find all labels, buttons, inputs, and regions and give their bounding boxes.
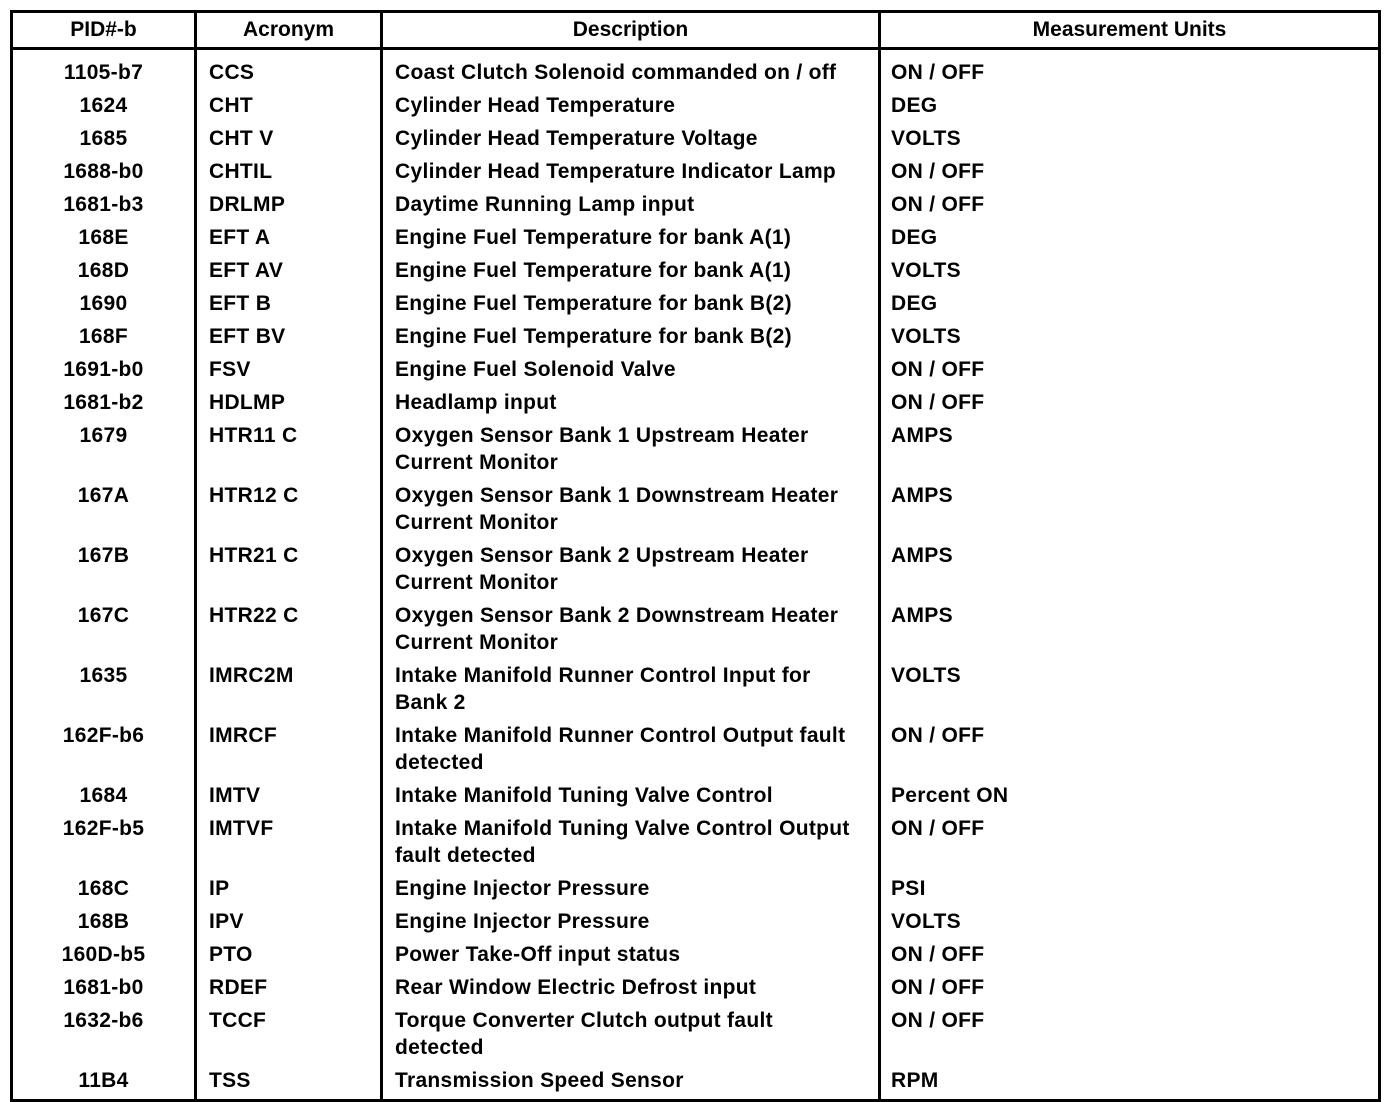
pid-cell-text: 1688-b0 (63, 160, 144, 183)
measurement-units-cell (880, 659, 1380, 719)
description-cell-text: Cylinder Head Temperature (395, 94, 676, 117)
description-cell-text: Rear Window Electric Defrost input (395, 976, 757, 999)
description-cell (382, 320, 880, 353)
description-cell-text: Cylinder Head Temperature Voltage (395, 127, 758, 150)
measurement-units-cell (880, 938, 1380, 971)
description-cell (382, 872, 880, 905)
measurement-units-cell-text: VOLTS (891, 325, 961, 348)
pid-cell-text: 167B (77, 544, 130, 567)
measurement-units-cell (880, 719, 1380, 779)
acronym-cell (196, 812, 382, 872)
table-header-row (12, 12, 1380, 49)
measurement-units-cell-text: DEG (891, 292, 938, 315)
description-cell (382, 479, 880, 539)
acronym-cell-text: DRLMP (209, 193, 286, 216)
acronym-cell (196, 49, 382, 90)
pid-cell-text: 168F (78, 325, 129, 348)
description-cell-text: Cylinder Head Temperature Indicator Lamp (395, 160, 837, 183)
measurement-units-cell (880, 188, 1380, 221)
acronym-cell-text: HTR21 C (209, 544, 299, 567)
measurement-units-cell (880, 419, 1380, 479)
table-row (12, 1064, 1380, 1101)
pid-cell-text: 168C (77, 877, 130, 900)
table-row (12, 188, 1380, 221)
table-row (12, 221, 1380, 254)
pid-cell (12, 812, 196, 872)
acronym-cell (196, 221, 382, 254)
measurement-units-cell-text: RPM (891, 1069, 939, 1092)
acronym-cell (196, 188, 382, 221)
pid-reference-table-container (10, 10, 1378, 1102)
description-cell-text: Transmission Speed Sensor (395, 1069, 684, 1092)
measurement-units-cell (880, 779, 1380, 812)
pid-cell-text: 168E (78, 226, 129, 249)
pid-cell-text: 1690 (79, 292, 128, 315)
measurement-units-cell-text: AMPS (891, 544, 953, 567)
acronym-cell-text: HTR12 C (209, 484, 299, 507)
acronym-cell (196, 938, 382, 971)
measurement-units-cell (880, 320, 1380, 353)
acronym-cell (196, 320, 382, 353)
description-cell-text: Torque Converter Clutch output fault detected (395, 1009, 773, 1059)
acronym-cell (196, 419, 382, 479)
acronym-cell-text: IMTV (209, 784, 261, 807)
measurement-units-cell (880, 812, 1380, 872)
description-cell (382, 221, 880, 254)
acronym-cell-text: EFT AV (209, 259, 284, 282)
pid-cell-text: 1105-b7 (63, 61, 144, 84)
pid-cell (12, 122, 196, 155)
description-cell-text: Engine Fuel Temperature for bank A(1) (395, 259, 792, 282)
pid-cell (12, 779, 196, 812)
pid-cell (12, 89, 196, 122)
table-row (12, 353, 1380, 386)
measurement-units-cell-text: ON / OFF (891, 391, 985, 414)
description-cell-text: Engine Injector Pressure (395, 910, 650, 933)
description-cell-text: Intake Manifold Runner Control Output fault detected (395, 724, 846, 774)
measurement-units-cell-text: ON / OFF (891, 160, 985, 183)
description-cell-text: Engine Fuel Solenoid Valve (395, 358, 676, 381)
pid-cell-text: 1685 (79, 127, 128, 150)
measurement-units-cell-text: VOLTS (891, 910, 961, 933)
measurement-units-cell (880, 971, 1380, 1004)
measurement-units-cell-text: VOLTS (891, 127, 961, 150)
description-cell (382, 1064, 880, 1101)
measurement-units-cell (880, 287, 1380, 320)
pid-cell-text: 168B (77, 910, 130, 933)
measurement-units-cell-text: DEG (891, 226, 938, 249)
measurement-units-cell-text: ON / OFF (891, 358, 985, 381)
pid-cell (12, 49, 196, 90)
acronym-cell (196, 254, 382, 287)
description-cell-text: Engine Fuel Temperature for bank B(2) (395, 292, 792, 315)
header-pid: PID#-b (12, 12, 196, 49)
table-row (12, 719, 1380, 779)
table-row (12, 938, 1380, 971)
description-cell (382, 539, 880, 599)
description-cell-text: Intake Manifold Tuning Valve Control Output fault detected (395, 817, 850, 867)
pid-cell (12, 419, 196, 479)
description-cell (382, 353, 880, 386)
acronym-cell-text: CHTIL (209, 160, 273, 183)
description-cell (382, 719, 880, 779)
acronym-cell-text: TSS (209, 1069, 251, 1092)
measurement-units-cell-text: AMPS (891, 484, 953, 507)
pid-cell (12, 938, 196, 971)
description-cell (382, 254, 880, 287)
description-cell (382, 155, 880, 188)
measurement-units-cell (880, 539, 1380, 599)
description-cell (382, 89, 880, 122)
pid-cell (12, 479, 196, 539)
acronym-cell-text: HTR11 C (209, 424, 298, 447)
table-row (12, 287, 1380, 320)
pid-cell (12, 155, 196, 188)
pid-cell-text: 1691-b0 (63, 358, 144, 381)
pid-cell-text: 11B4 (78, 1069, 129, 1092)
table-row (12, 539, 1380, 599)
description-cell-text: Oxygen Sensor Bank 1 Upstream Heater Current Monitor (395, 424, 809, 474)
description-cell (382, 1004, 880, 1064)
measurement-units-cell (880, 353, 1380, 386)
measurement-units-cell-text: ON / OFF (891, 1009, 985, 1032)
measurement-units-cell-text: AMPS (891, 604, 953, 627)
description-cell (382, 812, 880, 872)
pid-cell (12, 320, 196, 353)
acronym-cell (196, 971, 382, 1004)
description-cell (382, 122, 880, 155)
measurement-units-cell-text: ON / OFF (891, 817, 985, 840)
description-cell-text: Oxygen Sensor Bank 2 Upstream Heater Current Monitor (395, 544, 809, 594)
pid-cell-text: 1632-b6 (63, 1009, 144, 1032)
pid-cell (12, 353, 196, 386)
acronym-cell (196, 479, 382, 539)
acronym-cell (196, 779, 382, 812)
header-measurement-units: Measurement Units (880, 12, 1380, 49)
table-row (12, 155, 1380, 188)
acronym-cell (196, 122, 382, 155)
pid-cell (12, 1064, 196, 1101)
pid-cell-text: 1679 (79, 424, 128, 447)
pid-cell-text: 1681-b3 (63, 193, 144, 216)
acronym-cell-text: CHT V (209, 127, 274, 150)
acronym-cell (196, 599, 382, 659)
acronym-cell-text: EFT BV (209, 325, 286, 348)
description-cell (382, 905, 880, 938)
description-cell (382, 779, 880, 812)
acronym-cell-text: EFT B (209, 292, 272, 315)
pid-cell-text: 1684 (79, 784, 128, 807)
table-row (12, 905, 1380, 938)
pid-cell (12, 386, 196, 419)
description-cell (382, 599, 880, 659)
pid-cell (12, 971, 196, 1004)
acronym-cell-text: TCCF (209, 1009, 267, 1032)
table-row (12, 872, 1380, 905)
measurement-units-cell (880, 872, 1380, 905)
header-description: Description (382, 12, 880, 49)
measurement-units-cell (880, 155, 1380, 188)
measurement-units-cell (880, 221, 1380, 254)
table-row (12, 971, 1380, 1004)
measurement-units-cell-text: ON / OFF (891, 724, 985, 747)
description-cell (382, 938, 880, 971)
description-cell (382, 386, 880, 419)
description-cell-text: Headlamp input (395, 391, 557, 414)
table-row (12, 659, 1380, 719)
measurement-units-cell (880, 386, 1380, 419)
pid-cell-text: 1635 (79, 664, 128, 687)
header-acronym: Acronym (196, 12, 382, 49)
measurement-units-cell (880, 254, 1380, 287)
pid-cell-text: 167C (77, 604, 130, 627)
pid-cell (12, 539, 196, 599)
acronym-cell-text: RDEF (209, 976, 268, 999)
acronym-cell-text: EFT A (209, 226, 271, 249)
measurement-units-cell (880, 89, 1380, 122)
acronym-cell-text: HDLMP (209, 391, 286, 414)
description-cell-text: Intake Manifold Runner Control Input for Bank 2 (395, 664, 811, 714)
acronym-cell-text: IMRCF (209, 724, 277, 747)
description-cell-text: Daytime Running Lamp input (395, 193, 695, 216)
description-cell (382, 419, 880, 479)
pid-reference-table (10, 10, 1381, 1102)
table-row (12, 49, 1380, 90)
pid-cell (12, 599, 196, 659)
description-cell (382, 49, 880, 90)
acronym-cell (196, 905, 382, 938)
acronym-cell-text: IP (209, 877, 230, 900)
table-row (12, 386, 1380, 419)
table-row (12, 122, 1380, 155)
table-row (12, 419, 1380, 479)
pid-cell (12, 254, 196, 287)
description-cell-text: Intake Manifold Tuning Valve Control (395, 784, 773, 807)
measurement-units-cell-text: Percent ON (891, 784, 1009, 807)
acronym-cell (196, 659, 382, 719)
pid-cell (12, 287, 196, 320)
pid-cell-text: 160D-b5 (61, 943, 146, 966)
measurement-units-cell-text: VOLTS (891, 664, 961, 687)
measurement-units-cell (880, 479, 1380, 539)
acronym-cell-text: IMTVF (209, 817, 274, 840)
table-row (12, 254, 1380, 287)
table-body (12, 49, 1380, 1101)
pid-cell-text: 162F-b6 (62, 724, 145, 747)
pid-cell-text: 162F-b5 (62, 817, 145, 840)
pid-cell-text: 1624 (79, 94, 128, 117)
measurement-units-cell (880, 599, 1380, 659)
measurement-units-cell-text: AMPS (891, 424, 953, 447)
description-cell-text: Power Take-Off input status (395, 943, 681, 966)
acronym-cell (196, 872, 382, 905)
measurement-units-cell-text: ON / OFF (891, 943, 985, 966)
table-row (12, 1004, 1380, 1064)
table-row (12, 599, 1380, 659)
acronym-cell (196, 1064, 382, 1101)
acronym-cell (196, 353, 382, 386)
measurement-units-cell-text: ON / OFF (891, 193, 985, 216)
table-row (12, 479, 1380, 539)
acronym-cell-text: IMRC2M (209, 664, 294, 687)
acronym-cell (196, 719, 382, 779)
measurement-units-cell (880, 1004, 1380, 1064)
description-cell (382, 188, 880, 221)
acronym-cell (196, 155, 382, 188)
measurement-units-cell (880, 1064, 1380, 1101)
description-cell-text: Oxygen Sensor Bank 1 Downstream Heater Current Monitor (395, 484, 839, 534)
pid-cell-text: 1681-b2 (63, 391, 144, 414)
description-cell-text: Coast Clutch Solenoid commanded on / off (395, 61, 837, 84)
acronym-cell (196, 386, 382, 419)
measurement-units-cell-text: DEG (891, 94, 938, 117)
pid-cell (12, 1004, 196, 1064)
table-row (12, 89, 1380, 122)
pid-cell (12, 221, 196, 254)
measurement-units-cell-text: ON / OFF (891, 61, 985, 84)
description-cell-text: Engine Fuel Temperature for bank A(1) (395, 226, 792, 249)
acronym-cell-text: FSV (209, 358, 251, 381)
measurement-units-cell (880, 49, 1380, 90)
pid-cell (12, 872, 196, 905)
pid-cell-text: 1681-b0 (63, 976, 144, 999)
measurement-units-cell (880, 905, 1380, 938)
pid-cell-text: 168D (77, 259, 130, 282)
table-row (12, 320, 1380, 353)
measurement-units-cell (880, 122, 1380, 155)
acronym-cell-text: PTO (209, 943, 253, 966)
pid-cell (12, 905, 196, 938)
table-row (12, 779, 1380, 812)
acronym-cell (196, 287, 382, 320)
acronym-cell-text: IPV (209, 910, 244, 933)
measurement-units-cell-text: VOLTS (891, 259, 961, 282)
acronym-cell-text: CHT (209, 94, 254, 117)
acronym-cell (196, 539, 382, 599)
description-cell-text: Engine Fuel Temperature for bank B(2) (395, 325, 792, 348)
pid-cell (12, 188, 196, 221)
acronym-cell (196, 1004, 382, 1064)
description-cell (382, 287, 880, 320)
acronym-cell-text: CCS (209, 61, 255, 84)
measurement-units-cell-text: ON / OFF (891, 976, 985, 999)
acronym-cell-text: HTR22 C (209, 604, 299, 627)
description-cell (382, 971, 880, 1004)
pid-cell (12, 719, 196, 779)
description-cell (382, 659, 880, 719)
table-row (12, 812, 1380, 872)
description-cell-text: Oxygen Sensor Bank 2 Downstream Heater Current Monitor (395, 604, 839, 654)
measurement-units-cell-text: PSI (891, 877, 926, 900)
description-cell-text: Engine Injector Pressure (395, 877, 650, 900)
pid-cell-text: 167A (77, 484, 130, 507)
pid-cell (12, 659, 196, 719)
acronym-cell (196, 89, 382, 122)
